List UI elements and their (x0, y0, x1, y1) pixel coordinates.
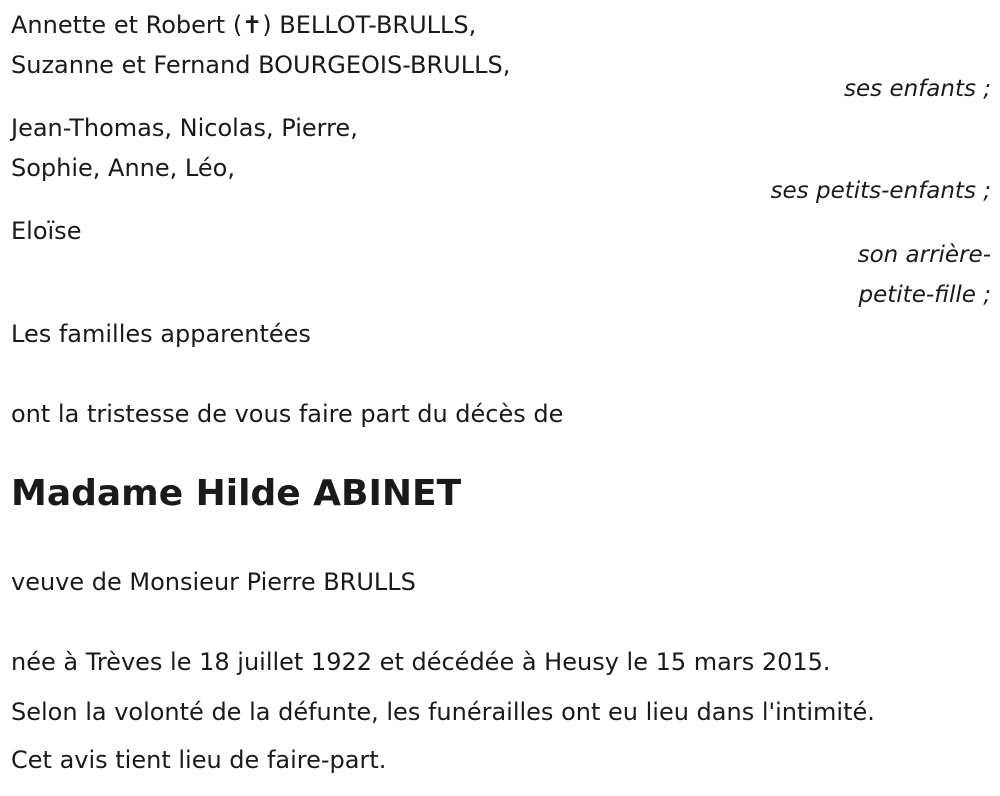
announcement-text: ont la tristesse de vous faire part du décès de (11, 400, 564, 428)
children-role: ses enfants ; (844, 76, 991, 102)
great-grandchild-role-line-2: petite-fille ; (858, 282, 991, 308)
grandchildren-line-1: Jean-Thomas, Nicolas, Pierre, (11, 114, 358, 142)
closing-note: Cet avis tient lieu de faire-part. (11, 746, 387, 774)
funeral-note: Selon la volonté de la défunte, les funérailles ont eu lieu dans l'intimité. (11, 698, 875, 726)
widow-of-text: veuve de Monsieur Pierre BRULLS (11, 568, 416, 596)
great-grandchild-role-line-1: son arrière- (857, 242, 991, 268)
grandchildren-line-2: Sophie, Anne, Léo, (11, 154, 235, 182)
grandchildren-role: ses petits-enfants ; (770, 178, 991, 204)
children-line-1: Annette et Robert (✝) BELLOT-BRULLS, (11, 11, 477, 39)
children-line-2: Suzanne et Fernand BOURGEOIS-BRULLS, (11, 51, 511, 79)
deceased-name: Madame Hilde ABINET (11, 473, 462, 514)
related-families: Les familles apparentées (11, 320, 311, 348)
great-grandchild-name: Eloïse (11, 217, 82, 245)
birth-death-text: née à Trèves le 18 juillet 1922 et décédée à Heusy le 15 mars 2015. (11, 648, 831, 676)
